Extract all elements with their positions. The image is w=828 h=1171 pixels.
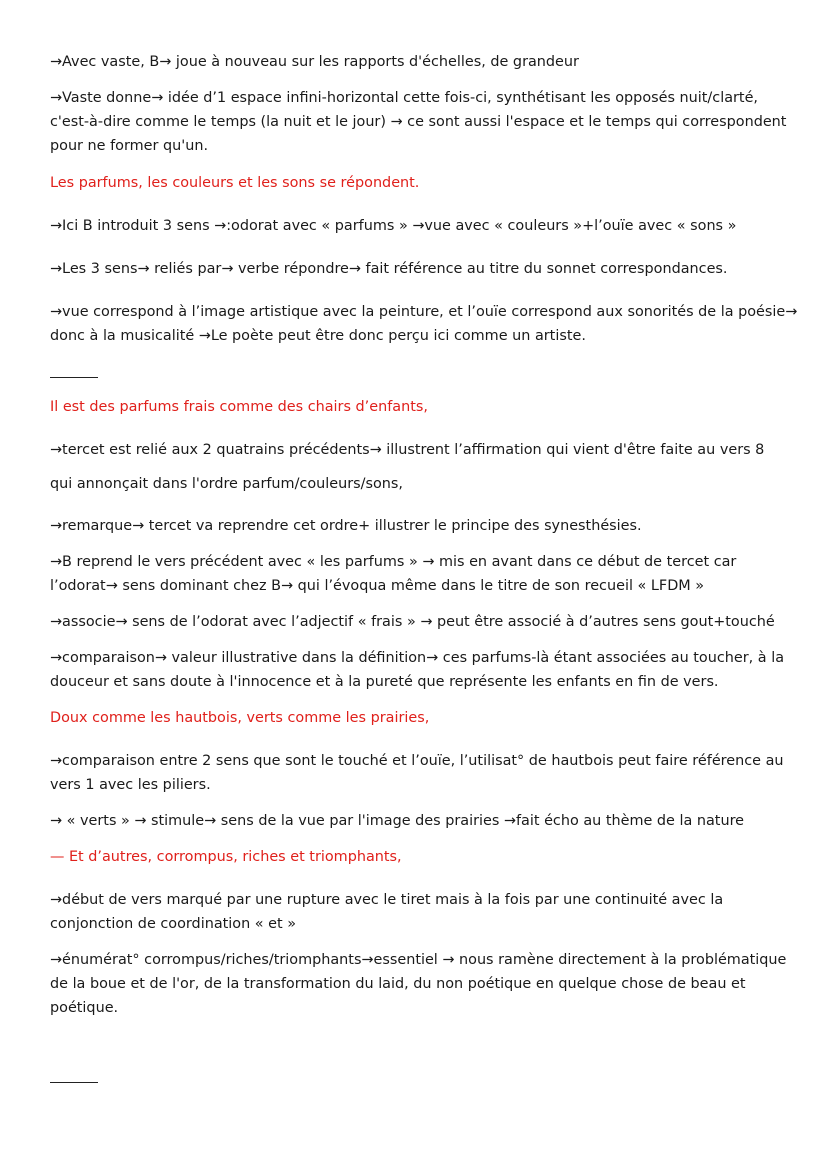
paragraph-enumeration (50, 948, 787, 1020)
paragraph-trois-sens (50, 214, 778, 238)
paragraph-adjectif-frais (50, 610, 778, 634)
paragraph-vue-ouie (50, 300, 798, 348)
paragraph-odorat-dominant (50, 550, 778, 598)
text-line: →Ici B introduit 3 sens →:odorat avec « parfums » →vue avec « couleurs »+l’ouïe avec « sons » (50, 218, 737, 234)
text-line: Les parfums, les couleurs et les sons se répondent. (50, 175, 420, 191)
paragraph-tercet-relie (50, 438, 778, 462)
text-line: →tercet est relié aux 2 quatrains précédents→ illustrent l’affirmation qui vient d'être faite au vers 8 (50, 442, 765, 458)
text-line: → « verts » → stimule→ sens de la vue par l'image des prairies →fait écho au thème de la nature (50, 813, 745, 829)
text-line: — Et d’autres, corrompus, riches et triomphants, (50, 849, 402, 865)
text-line: →associe→ sens de l’odorat avec l’adjectif « frais » → peut être associé à d’autres sens gout+touché (50, 614, 775, 630)
text-line: vers 1 avec les piliers. (50, 777, 211, 793)
paragraph-vaste-espace (50, 86, 787, 158)
paragraph-rupture-tiret (50, 888, 778, 936)
text-line: l’odorat→ sens dominant chez B→ qui l’évoqua même dans le titre de son recueil « LFDM » (50, 578, 705, 594)
paragraph-vaste-echelles (50, 50, 778, 74)
text-line: →comparaison→ valeur illustrative dans la définition→ ces parfums-là étant associées au toucher, à la (50, 650, 785, 666)
section-divider (50, 1082, 98, 1083)
text-line: Il est des parfums frais comme des chairs d’enfants, (50, 399, 428, 415)
verse-quote-parfums-couleurs-sons (50, 171, 778, 195)
section-divider (50, 377, 98, 378)
text-line: →Vaste donne→ idée d’1 espace infini-horizontal cette fois-ci, synthétisant les opposés nuit/clarté, (50, 90, 758, 106)
text-line: →Avec vaste, B→ joue à nouveau sur les rapports d'échelles, de grandeur (50, 54, 579, 70)
paragraph-comparaison-hautbois (50, 749, 784, 797)
paragraph-sens-relies (50, 257, 778, 281)
paragraph-comparaison-toucher (50, 646, 785, 694)
paragraph-verts-nature (50, 809, 778, 833)
text-line: →énumérat° corrompus/riches/triomphants→essentiel → nous ramène directement à la problématique (50, 952, 787, 968)
text-line: →B reprend le vers précédent avec « les parfums » → mis en avant dans ce début de tercet car (50, 554, 737, 570)
text-line: →comparaison entre 2 sens que sont le touché et l’ouïe, l’utilisat° de hautbois peut faire référence au (50, 753, 784, 769)
text-line: pour ne former qu'un. (50, 138, 209, 154)
paragraph-remarque-synesthesies (50, 514, 778, 538)
text-line: →vue correspond à l’image artistique avec la peinture, et l’ouïe correspond aux sonorités de la poésie→ (50, 304, 798, 320)
text-line: de la boue et de l'or, de la transformation du laid, du non poétique en quelque chose de beau et (50, 976, 746, 992)
verse-quote-hautbois-prairies (50, 706, 778, 730)
verse-quote-parfums-frais (50, 395, 778, 419)
text-line: conjonction de coordination « et » (50, 916, 297, 932)
verse-quote-corrompus-triomphants (50, 845, 778, 869)
text-line: donc à la musicalité →Le poète peut être donc perçu ici comme un artiste. (50, 328, 586, 344)
paragraph-ordre-annonce (50, 472, 778, 496)
text-line: c'est-à-dire comme le temps (la nuit et le jour) → ce sont aussi l'espace et le temps qui correspondent (50, 114, 787, 130)
text-line: Doux comme les hautbois, verts comme les prairies, (50, 710, 430, 726)
text-line: qui annonçait dans l'ordre parfum/couleurs/sons, (50, 476, 403, 492)
text-line: →début de vers marqué par une rupture avec le tiret mais à la fois par une continuité avec la (50, 892, 724, 908)
text-line: →Les 3 sens→ reliés par→ verbe répondre→ fait référence au titre du sonnet correspondances. (50, 261, 728, 277)
text-line: poétique. (50, 1000, 119, 1016)
text-line: →remarque→ tercet va reprendre cet ordre+ illustrer le principe des synesthésies. (50, 518, 642, 534)
text-line: douceur et sans doute à l'innocence et à la pureté que représente les enfants en fin de vers. (50, 674, 719, 690)
